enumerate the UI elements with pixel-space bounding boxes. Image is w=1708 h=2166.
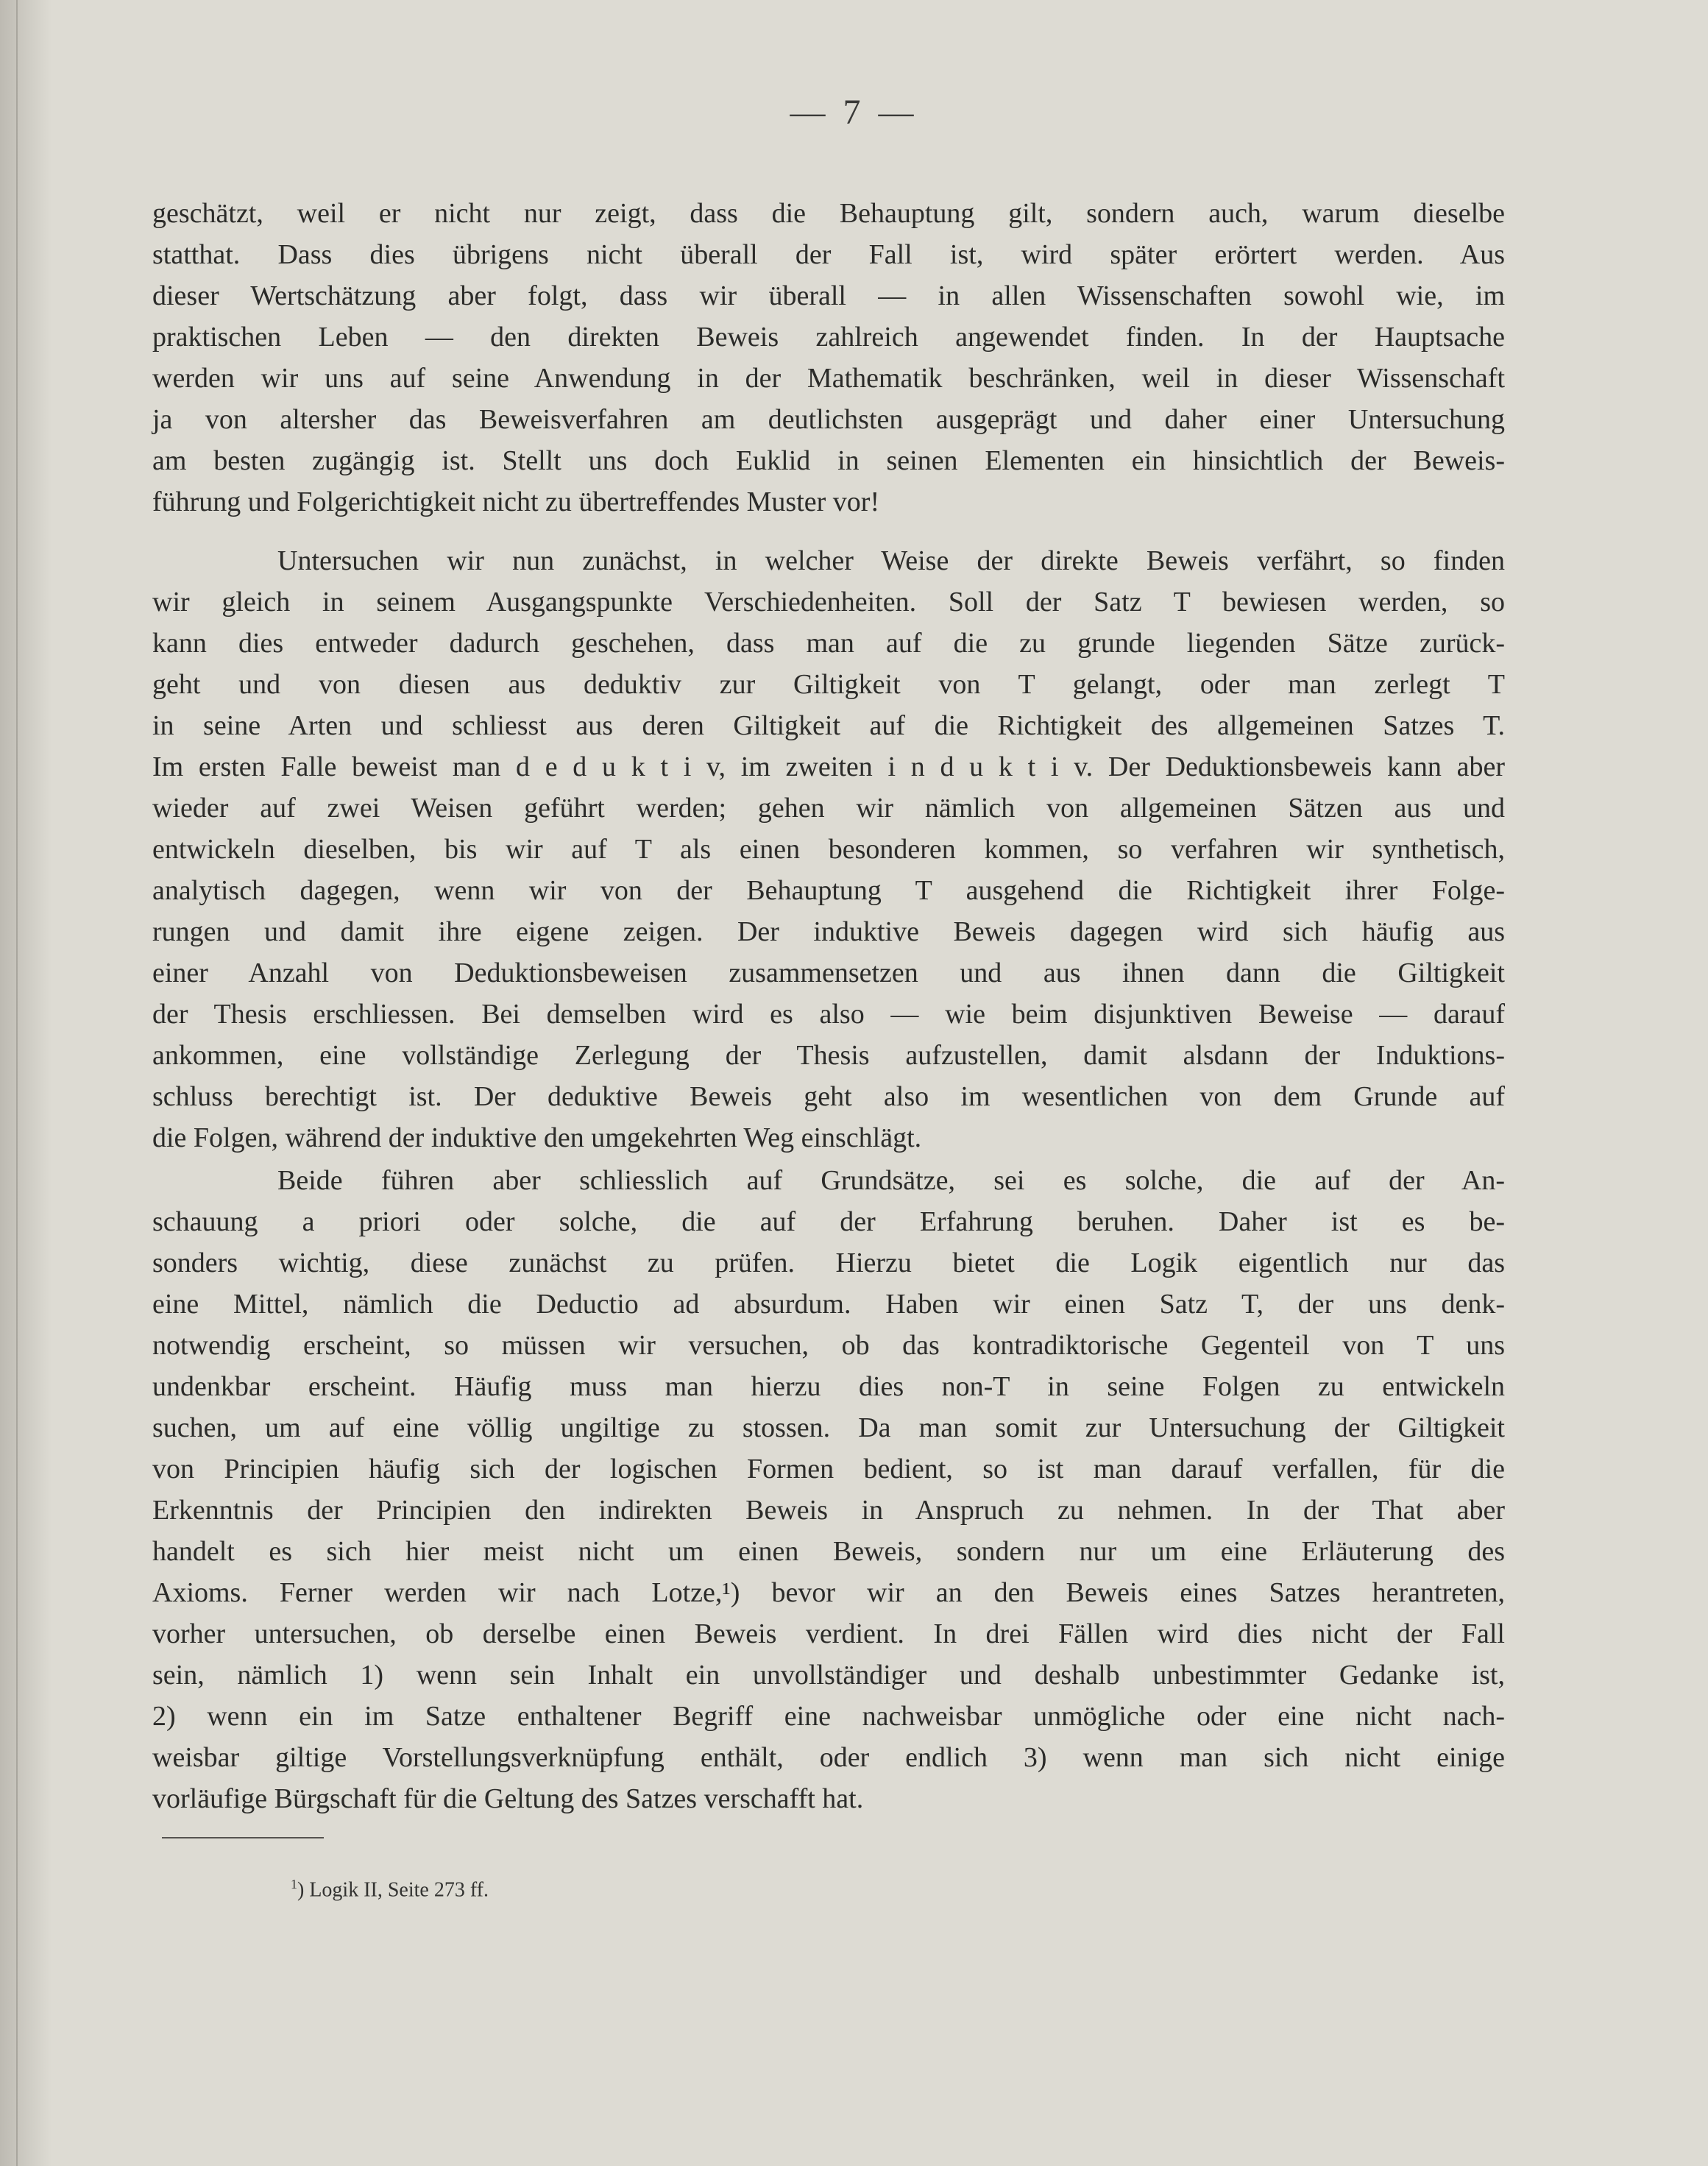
text-line: entwickeln dieselben, bis wir auf T als einen besonderen kommen, so verfahren wir synthetisch, (152, 834, 1505, 865)
footnote-text: ) Logik II, Seite 273 ff. (297, 1878, 489, 1902)
text-line: 2) wenn ein im Satze enthaltener Begriff eine nachweisbar unmögliche oder eine nicht nach- (152, 1701, 1505, 1732)
text-line: schauung a priori oder solche, die auf der Erfahrung beruhen. Daher ist es be- (152, 1206, 1505, 1237)
scan-binding-shadow (0, 0, 52, 2166)
text-line: der Thesis erschliessen. Bei demselben wird es also — wie beim disjunktiven Beweise — darauf (152, 999, 1505, 1030)
text-line: undenkbar erscheint. Häufig muss man hierzu dies non-T in seine Folgen zu entwickeln (152, 1371, 1505, 1402)
text-line: kann dies entweder dadurch geschehen, dass man auf die zu grunde liegenden Sätze zurück- (152, 628, 1505, 659)
text-line: analytisch dagegen, wenn wir von der Behauptung T ausgehend die Richtigkeit ihrer Folge- (152, 875, 1505, 906)
text-line: dieser Wertschätzung aber folgt, dass wir überall — in allen Wissenschaften sowohl wie, im (152, 280, 1505, 311)
text-line: geht und von diesen aus deduktiv zur Giltigkeit von T gelangt, oder man zerlegt T (152, 669, 1505, 700)
text-line: suchen, um auf eine völlig ungiltige zu stossen. Da man somit zur Untersuchung der Giltigkeit (152, 1412, 1505, 1443)
text-line: führung und Folgerichtigkeit nicht zu übertreffendes Muster vor! (152, 486, 880, 517)
text-line: Untersuchen wir nun zunächst, in welcher Weise der direkte Beweis verfährt, so finden (277, 545, 1505, 576)
text-line: ankommen, eine vollständige Zerlegung der Thesis aufzustellen, damit alsdann der Induktions- (152, 1040, 1505, 1071)
text-line: statthat. Dass dies übrigens nicht überall der Fall ist, wird später erörtert werden. Aus (152, 239, 1505, 270)
footnote-separator (162, 1837, 324, 1838)
text-line: am besten zugängig ist. Stellt uns doch Euklid in seinen Elementen ein hinsichtlich der Beweis- (152, 445, 1505, 476)
text-line: weisbar giltige Vorstellungsverknüpfung enthält, oder endlich 3) wenn man sich nicht einige (152, 1742, 1505, 1773)
page-number-header: — 7 — (790, 93, 918, 132)
text-line: handelt es sich hier meist nicht um einen Beweis, sondern nur um eine Erläuterung des (152, 1536, 1505, 1567)
footnote (291, 1877, 489, 1902)
text-line: in seine Arten und schliesst aus deren Giltigkeit auf die Richtigkeit des allgemeinen Satzes T. (152, 710, 1505, 741)
text-line: wieder auf zwei Weisen geführt werden; gehen wir nämlich von allgemeinen Sätzen aus und (152, 793, 1505, 824)
text-line: Im ersten Falle beweist man d e d u k t i v, im zweiten i n d u k t i v. Der Deduktionsbeweis kann aber (152, 751, 1505, 782)
text-line: Beide führen aber schliesslich auf Grundsätze, sei es solche, die auf der An- (277, 1165, 1505, 1196)
text-line: werden wir uns auf seine Anwendung in der Mathematik beschränken, weil in dieser Wissenschaft (152, 363, 1505, 394)
text-line: wir gleich in seinem Ausgangspunkte Verschiedenheiten. Soll der Satz T bewiesen werden, so (152, 587, 1505, 617)
text-line: Axioms. Ferner werden wir nach Lotze,¹) bevor wir an den Beweis eines Satzes herantreten, (152, 1577, 1505, 1608)
text-line: vorläufige Bürgschaft für die Geltung des Satzes verschafft hat. (152, 1783, 864, 1814)
text-line: ja von altersher das Beweisverfahren am deutlichsten ausgeprägt und daher einer Untersuchung (152, 404, 1505, 435)
scan-edge-line (16, 0, 18, 2166)
text-line: rungen und damit ihre eigene zeigen. Der induktive Beweis dagegen wird sich häufig aus (152, 916, 1505, 947)
footnote-marker: 1 (291, 1877, 297, 1891)
text-line: notwendig erscheint, so müssen wir versuchen, ob das kontradiktorische Gegenteil von T uns (152, 1330, 1505, 1361)
text-line: sein, nämlich 1) wenn sein Inhalt ein unvollständiger und deshalb unbestimmter Gedanke ist, (152, 1660, 1505, 1691)
text-line: eine Mittel, nämlich die Deductio ad absurdum. Haben wir einen Satz T, der uns denk- (152, 1289, 1505, 1320)
text-line: sonders wichtig, diese zunächst zu prüfen. Hierzu bietet die Logik eigentlich nur das (152, 1247, 1505, 1278)
text-line: die Folgen, während der induktive den umgekehrten Weg einschlägt. (152, 1122, 922, 1153)
text-line: schluss berechtigt ist. Der deduktive Beweis geht also im wesentlichen von dem Grunde auf (152, 1081, 1505, 1112)
text-line: praktischen Leben — den direkten Beweis zahlreich angewendet finden. In der Hauptsache (152, 322, 1505, 353)
text-line: vorher untersuchen, ob derselbe einen Beweis verdient. In drei Fällen wird dies nicht der Fall (152, 1618, 1505, 1649)
text-line: Erkenntnis der Principien den indirekten Beweis in Anspruch zu nehmen. In der That aber (152, 1495, 1505, 1526)
text-line: einer Anzahl von Deduktionsbeweisen zusammensetzen und aus ihnen dann die Giltigkeit (152, 958, 1505, 988)
text-line: von Principien häufig sich der logischen Formen bedient, so ist man darauf verfallen, für die (152, 1454, 1505, 1484)
text-line: geschätzt, weil er nicht nur zeigt, dass die Behauptung gilt, sondern auch, warum dieselbe (152, 198, 1505, 229)
